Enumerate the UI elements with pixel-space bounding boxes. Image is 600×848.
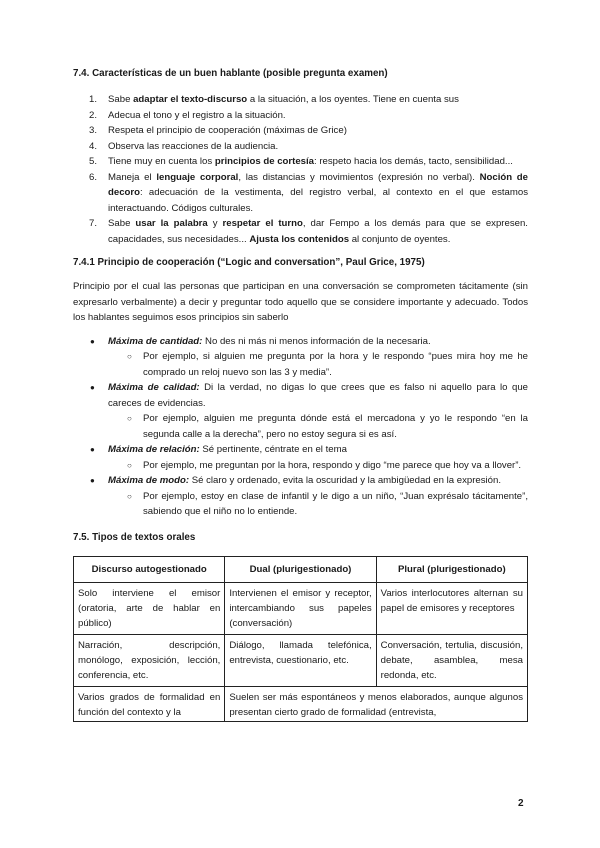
table-cell: Conversación, tertulia, discusión, debate, asamblea, mesa redonda, etc. <box>376 634 527 686</box>
list-item: 1. Sabe adaptar el texto-discurso a la situación, a los oyentes. Tiene en cuenta sus <box>89 94 459 105</box>
table-header: Discurso autogestionado <box>74 556 225 582</box>
bullet-icon: ● <box>90 476 95 485</box>
section-7-4-1-heading: 7.4.1 Principio de cooperación (“Logic and conversation”, Paul Grice, 1975) <box>73 257 425 268</box>
table-cell: Intervienen el emisor y receptor, intercambiando sus papeles (conversación) <box>225 582 376 634</box>
circle-bullet-icon: ○ <box>127 414 132 423</box>
maxim-item: ● Máxima de cantidad: No des ni más ni menos información de la necesaria. ○ Por ejemplo, si alguien me pregunta por la hora y le respondo “pues mira hoy me he comprado un reloj nuevo son las 3 y media”. <box>73 334 528 381</box>
table-cell: Varios interlocutores alternan su papel de emisores y receptores <box>376 582 527 634</box>
bullet-icon: ● <box>90 445 95 454</box>
cooperation-intro: Principio por el cual las personas que participan en una conversación se comprometen tácitamente (sin expresarlo verbalmente) a decir y preguntar todo aquello que se considere importante y adecuado. Todos los hablantes seguimos esos principios sin saberlo <box>73 281 528 323</box>
maxim-example: ○ Por ejemplo, me preguntan por la hora, respondo y digo “me parece que hoy va a llover”. <box>108 458 528 474</box>
list-item: 4. Observa las reacciones de la audiencia. <box>89 140 279 152</box>
page-number: 2 <box>518 798 524 809</box>
table-row <box>74 582 528 634</box>
table-header: Plural (plurigestionado) <box>376 556 527 582</box>
bullet-icon: ● <box>90 336 95 346</box>
table-row <box>74 634 528 686</box>
good-speaker-list <box>73 92 528 247</box>
table-row <box>74 686 528 721</box>
table-cell: Narración, descripción, monólogo, exposición, lección, conferencia, etc. <box>74 634 225 686</box>
page-content <box>73 66 528 722</box>
list-item: 7. Sabe usar la palabra y respetar el turno, dar Fempo a los demás para que se expresen. capacidades, sus necesidades... Ajusta los contenidos al conjunto de oyentes. <box>89 218 528 245</box>
maxim-item: ● Máxima de modo: Sé claro y ordenado, evita la oscuridad y la ambigüedad en la expresión. ○ Por ejemplo, estoy en clase de infantil y le digo a un niño, “Juan exprésalo tácitamente”, sabiendo que el niño no lo entiende. <box>73 473 528 520</box>
list-item: 5. Tiene muy en cuenta los principios de cortesía: respeto hacia los demás, tacto, sensibilidad... <box>89 156 513 167</box>
section-7-5-heading: 7.5. Tipos de textos orales <box>73 531 196 543</box>
maxim-example: ○ Por ejemplo, si alguien me pregunta por la hora y le respondo “pues mira hoy me he comprado un reloj nuevo son las 3 y media”. <box>127 351 528 378</box>
list-item: 3. Respeta el principio de cooperación (máximas de Grice) <box>89 125 347 136</box>
table-cell: Suelen ser más espontáneos y menos elaborados, aunque algunos presentan cierto grado de formalidad (entrevista, <box>225 686 528 721</box>
circle-bullet-icon: ○ <box>127 352 132 361</box>
bullet-icon: ● <box>90 383 95 392</box>
oral-text-types-table <box>73 556 528 722</box>
maxim-item: ● Máxima de calidad: Di la verdad, no digas lo que crees que es falso ni aquello para lo que careces de evidencias. ○ Por ejemplo, alguien me pregunta dónde está el mercadona y yo le respondo “en la segunda calle a la derecha”, pero no estoy segura si es así. <box>73 380 528 442</box>
circle-bullet-icon: ○ <box>127 491 132 501</box>
list-item: 6. Maneja el lenguaje corporal, las distancias y movimientos (expresión no verbal). Noción de decoro: adecuación de la vestimenta, del registro verbal, al contexto en el que estamos interactuando. Códigos culturales. <box>89 171 528 214</box>
table-header-row <box>74 556 528 582</box>
list-item: 2. Adecua el tono y el registro a la situación. <box>89 109 286 121</box>
table-cell: Solo interviene el emisor (oratoria, arte de hablar en público) <box>74 582 225 634</box>
section-7-4-heading: 7.4. Características de un buen hablante (posible pregunta examen) <box>73 68 388 79</box>
table-cell: Diálogo, llamada telefónica, entrevista, cuestionario, etc. <box>225 634 376 686</box>
maxims-list <box>73 334 528 520</box>
circle-bullet-icon: ○ <box>127 460 132 470</box>
maxim-example: ○ Por ejemplo, estoy en clase de infantil y le digo a un niño, “Juan exprésalo tácitamente”, sabiendo que el niño no lo entiende. <box>127 490 528 517</box>
maxim-item: ● Máxima de relación: Sé pertinente, céntrate en el tema ○ Por ejemplo, me preguntan por la hora, respondo y digo “me parece que hoy va a llover”. <box>73 442 528 473</box>
maxim-example: ○ Por ejemplo, alguien me pregunta dónde está el mercadona y yo le respondo “en la segunda calle a la derecha”, pero no estoy segura si es así. <box>127 413 528 440</box>
table-cell: Varios grados de formalidad en función del contexto y la <box>74 686 225 721</box>
table-header: Dual (plurigestionado) <box>225 556 376 582</box>
